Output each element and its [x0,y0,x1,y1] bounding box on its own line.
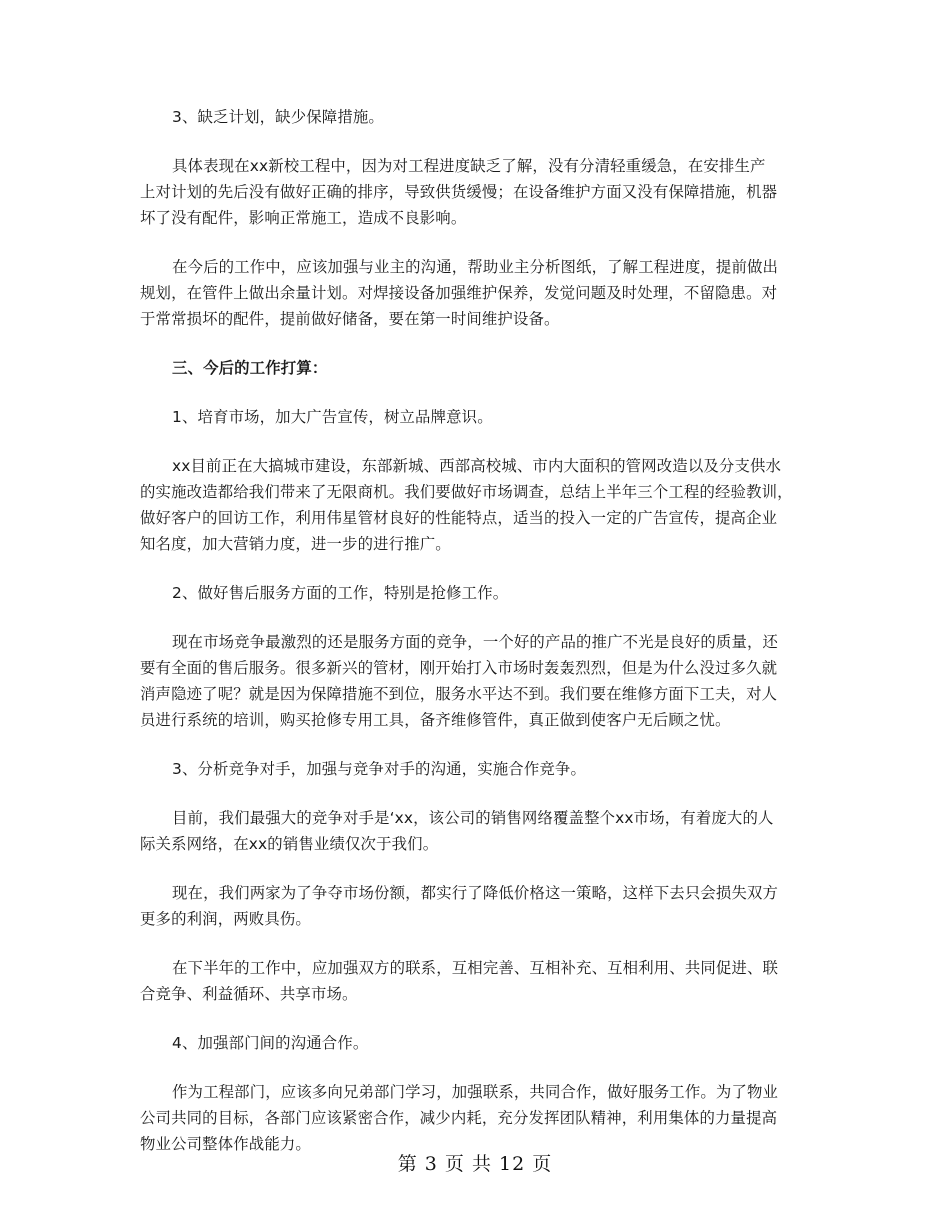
paragraph-line: 4、加强部门间的沟通合作。 [172,1034,369,1052]
paragraph-line: 际关系网络，在xx的销售业绩仅次于我们。 [140,835,439,853]
paragraph-line: xx目前正在大搞城市建设，东部新城、西部高校城、市内大面积的管网改造以及分支供水 [172,457,782,475]
paragraph-line: 消声隐迹了呢？就是因为保障措施不到位，服务水平达不到。我们要在维修方面下工夫，对人 [140,685,778,703]
paragraph-line: 知名度，加大营销力度，进一步的进行推广。 [140,535,451,553]
paragraph-line: 坏了没有配件，影响正常施工，造成不良影响。 [140,209,467,227]
paragraph-line: 目前，我们最强大的竞争对手是‘xx，该公司的销售网络覆盖整个xx市场，有着庞大的人 [172,809,774,827]
paragraph [140,629,812,733]
paragraph [140,404,812,430]
section-heading [140,355,812,381]
paragraph [140,955,812,1007]
paragraph-line: 上对计划的先后没有做好正确的排序，导致供货缓慢；在设备维护方面又没有保障措施，机器 [140,183,778,201]
paragraph-line: 2、做好售后服务方面的工作，特别是抢修工作。 [172,584,509,602]
paragraph-line: 规划，在管件上做出余量计划。对焊接设备加强维护保养，发觉问题及时处理，不留隐患。对 [140,284,778,302]
paragraph-line: 员进行系统的培训，购买抢修专用工具，备齐维修管件，真正做到使客户无后顾之忧。 [140,711,731,729]
paragraph-line: 要有全面的售后服务。很多新兴的管材，刚开始打入市场时轰轰烈烈，但是为什么没过多久就 [140,659,778,677]
paragraph [140,756,812,782]
paragraph [140,1030,812,1056]
paragraph-line: 现在市场竞争最激烈的还是服务方面的竞争，一个好的产品的推广不光是良好的质量，还 [172,633,779,651]
paragraph-line: 于常常损坏的配件，提前做好储备，要在第一时间维护设备。 [140,310,560,328]
paragraph [140,254,812,332]
paragraph-line: 在今后的工作中，应该加强与业主的沟通，帮助业主分析图纸，了解工程进度，提前做出 [172,258,779,276]
paragraph-line: 3、分析竞争对手，加强与竞争对手的沟通，实施合作竞争。 [172,760,586,778]
paragraph-line: 作为工程部门，应该多向兄弟部门学习，加强联系，共同合作，做好服务工作。为了物业 [172,1083,779,1101]
paragraph [140,805,812,857]
paragraph-line: 物业公司整体作战能力。 [140,1135,311,1153]
paragraph-line: 做好客户的回访工作，利用伟星管材良好的性能特点，适当的投入一定的广告宣传，提高企业 [140,509,778,527]
paragraph-line: 的实施改造都给我们带来了无限商机。我们要做好市场调查，总结上半年三个工程的经验教训， [140,483,793,501]
paragraph-line: 合竞争、利益循环、共享市场。 [140,985,358,1003]
paragraph [140,580,812,606]
paragraph [140,880,812,932]
paragraph [140,1079,812,1157]
page-footer: 第 3 页 共 12 页 [397,1153,553,1175]
paragraph-line: 在下半年的工作中，应加强双方的联系，互相完善、互相补充、互相利用、共同促进、联 [172,959,779,977]
paragraph-line: 3、缺乏计划，缺少保障措施。 [172,108,384,126]
paragraph [140,104,812,130]
paragraph-line: 三、今后的工作打算： [172,359,328,377]
paragraph [140,153,812,231]
paragraph [140,453,812,557]
paragraph-line: 公司共同的目标，各部门应该紧密合作，减少内耗，充分发挥团队精神，利用集体的力量提高 [140,1109,778,1127]
paragraph-line: 具体表现在xx新校工程中，因为对工程进度缺乏了解，没有分清轻重缓急，在安排生产 [172,157,766,175]
paragraph-line: 1、培育市场，加大广告宣传，树立品牌意识。 [172,408,493,426]
paragraph-line: 现在，我们两家为了争夺市场份额，都实行了降低价格这一策略，这样下去只会损失双方 [172,884,779,902]
paragraph-line: 更多的利润，两败具伤。 [140,910,311,928]
document-body [140,104,812,1180]
